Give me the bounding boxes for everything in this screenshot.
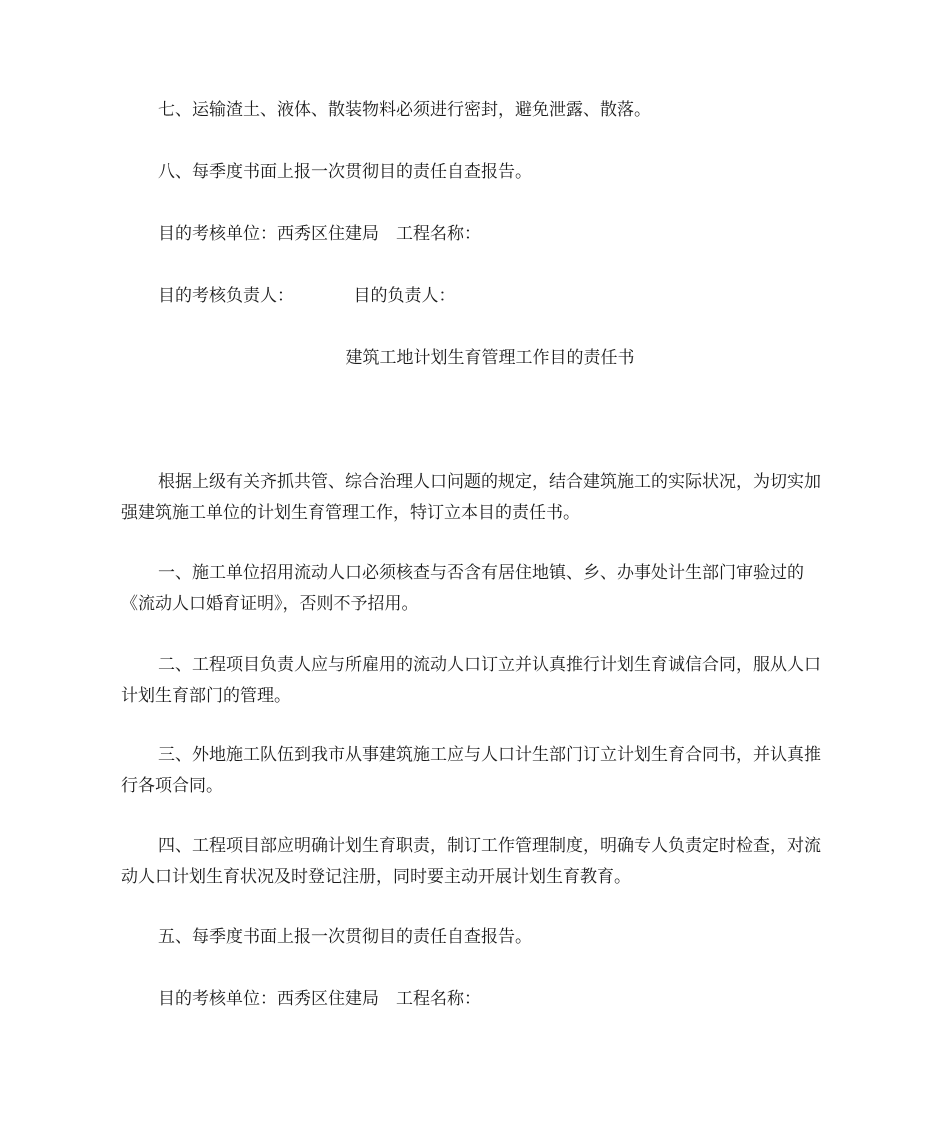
item-one: 一、施工单位招用流动人口必须核查与否含有居住地镇、乡、办事处计生部门审验过的《流动人口婚育证明》，否则不予招用。	[121, 563, 804, 614]
document-title: 建筑工地计划生育管理工作目的责任书	[345, 348, 635, 368]
item-five: 五、每季度书面上报一次贯彻目的责任自查报告。	[158, 927, 532, 947]
intro-paragraph: 根据上级有关齐抓共管、综合治理人口问题的规定，结合建筑施工的实际状况，为切实加强建筑施工单位的计划生育管理工作，特订立本目的责任书。	[121, 472, 821, 523]
responsible-persons-line: 目的考核负责人： 目的负责人：	[158, 286, 456, 306]
item-eight: 八、每季度书面上报一次贯彻目的责任自查报告。	[158, 162, 532, 182]
item-two: 二、工程项目负责人应与所雇用的流动人口订立并认真推行计划生育诚信合同，服从人口计划生育部门的管理。	[121, 655, 821, 706]
item-seven: 七、运输渣土、液体、散装物料必须进行密封，避免泄露、散落。	[158, 100, 651, 120]
item-four: 四、工程项目部应明确计划生育职责，制订工作管理制度，明确专人负责定时检查，对流动人口计划生育状况及时登记注册，同时要主动开展计划生育教育。	[121, 836, 821, 887]
assessment-unit-line-bottom: 目的考核单位：西秀区住建局 工程名称：	[158, 989, 481, 1009]
assessment-unit-line: 目的考核单位：西秀区住建局 工程名称：	[158, 224, 481, 244]
item-three: 三、外地施工队伍到我市从事建筑施工应与人口计生部门订立计划生育合同书，并认真推行各项合同。	[121, 745, 821, 796]
